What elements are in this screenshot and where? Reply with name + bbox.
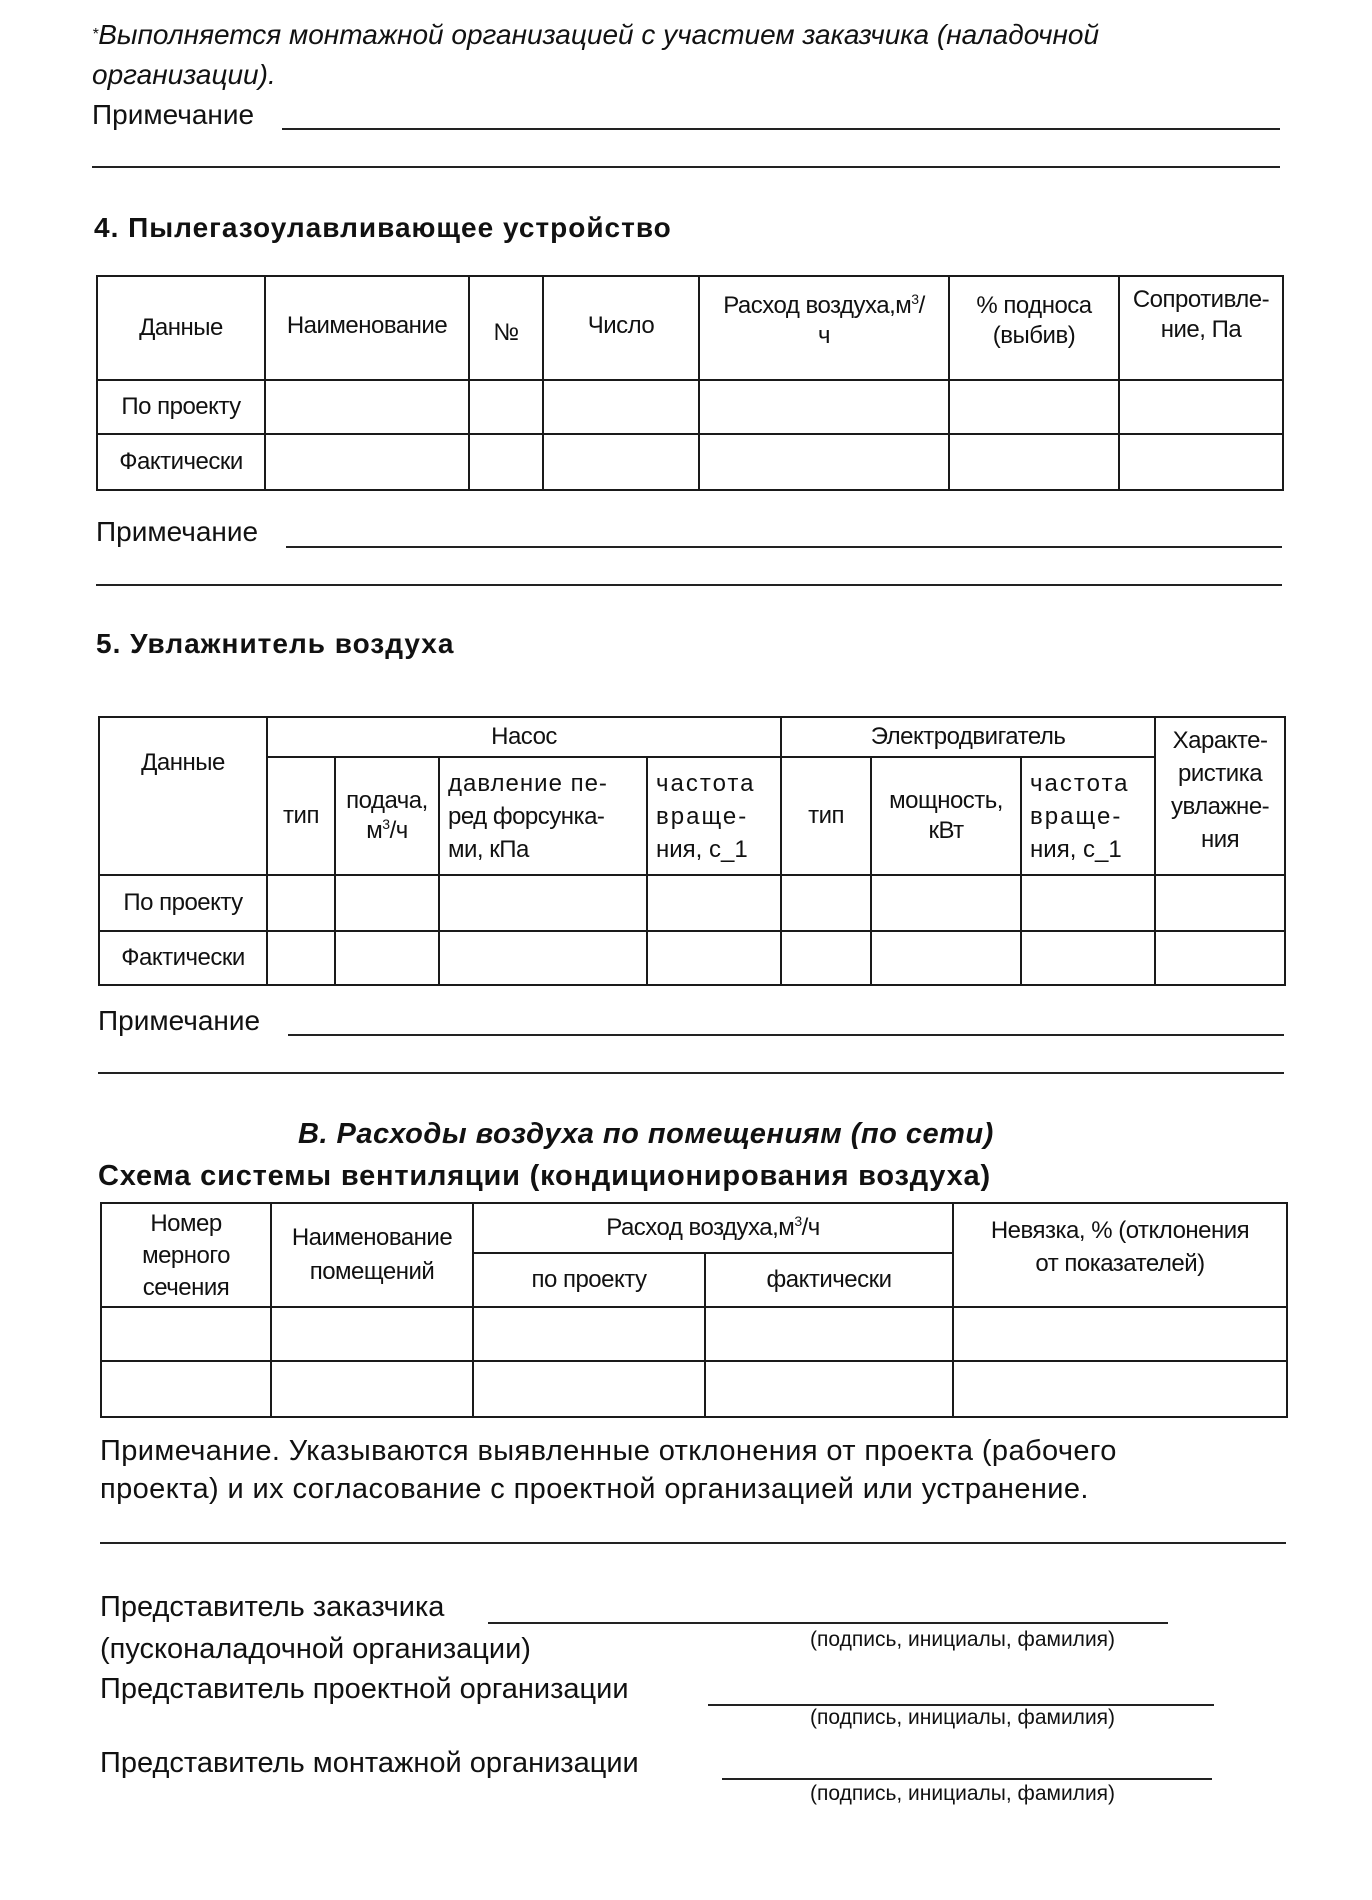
footnote-line-1: *Выполняется монтажной организацией с участием заказчика (наладочной <box>92 19 1100 50</box>
table-row <box>97 380 1283 434</box>
table-cell[interactable] <box>1155 931 1285 985</box>
table-cell[interactable] <box>473 1307 705 1361</box>
footnote-line-2: организации). <box>92 59 276 90</box>
header-group-pump: Насос <box>267 717 781 757</box>
table-row <box>99 931 1285 985</box>
table-cell[interactable] <box>335 931 439 985</box>
table-cell[interactable] <box>699 380 949 434</box>
table-cell[interactable] <box>949 434 1119 490</box>
table-cell[interactable] <box>473 1361 705 1417</box>
dust-collector-table <box>96 275 1284 491</box>
table-cell[interactable] <box>699 434 949 490</box>
note-line-section-4-1[interactable] <box>286 546 1282 548</box>
note-line-intro-2[interactable] <box>92 166 1280 168</box>
table-cell[interactable] <box>439 931 647 985</box>
table-cell[interactable] <box>469 434 543 490</box>
table-cell[interactable] <box>647 875 781 931</box>
header-motor-type: тип <box>781 757 871 875</box>
footnote-mark: * <box>92 26 99 43</box>
table-cell[interactable] <box>871 875 1021 931</box>
note-line-intro-1[interactable] <box>282 128 1280 130</box>
table-cell[interactable] <box>267 931 335 985</box>
table-cell[interactable] <box>1021 875 1155 931</box>
install-org-signature-caption: (подпись, инициалы, фамилия) <box>810 1782 1116 1805</box>
row-label-actual: Фактически <box>99 931 267 985</box>
header-pump-flow: подача, $м^3/ч$ <box>335 757 439 875</box>
note-line-section-5-1[interactable] <box>288 1034 1284 1036</box>
header-deviation: Невязка, % (отклонения от показателей) <box>953 1203 1287 1307</box>
design-org-signature-caption: (подпись, инициалы, фамилия) <box>810 1706 1116 1729</box>
table-cell[interactable] <box>439 875 647 931</box>
table-cell[interactable] <box>1155 875 1285 931</box>
row-label-design: По проекту <box>97 380 265 434</box>
table-cell[interactable] <box>271 1307 473 1361</box>
design-org-rep-label: Представитель проектной организации <box>100 1673 629 1705</box>
room-airflow-table <box>100 1202 1288 1418</box>
table-cell[interactable] <box>1119 434 1283 490</box>
humidifier-table <box>98 716 1286 986</box>
table-cell[interactable] <box>265 380 469 434</box>
table-cell[interactable] <box>101 1361 271 1417</box>
header-section-number: Номер мерного сечения <box>101 1203 271 1307</box>
table-row <box>99 875 1285 931</box>
header-carryover: % подноса (выбив) <box>949 276 1119 380</box>
header-actual: фактически <box>705 1253 953 1307</box>
header-humidification: Характе- ристика увлажне- ния <box>1155 717 1285 875</box>
table-cell[interactable] <box>949 380 1119 434</box>
table-cell[interactable] <box>1119 380 1283 434</box>
install-org-rep-label: Представитель монтажной организации <box>100 1747 639 1779</box>
header-pump-pressure: давление пе- ред форсунка- ми, кПа <box>439 757 647 875</box>
note-label-section-5: Примечание <box>98 1005 261 1036</box>
header-name: Наименование <box>265 276 469 380</box>
section-b-note-line-1: Примечание. Указываются выявленные отклонения от проекта (рабочего <box>100 1435 1117 1467</box>
table-cell[interactable] <box>781 875 871 931</box>
table-cell[interactable] <box>543 380 699 434</box>
header-design: по проекту <box>473 1253 705 1307</box>
header-group-motor: Электродвигатель <box>781 717 1155 757</box>
row-label-actual: Фактически <box>97 434 265 490</box>
table-cell[interactable] <box>271 1361 473 1417</box>
table-cell[interactable] <box>469 380 543 434</box>
header-pump-frequency: частота враще- ния, с_1 <box>647 757 781 875</box>
header-number: № <box>469 276 543 380</box>
table-cell[interactable] <box>871 931 1021 985</box>
header-air-flow: Расход $воздуха,м^3/$ ч <box>699 276 949 380</box>
note-line-section-5-2[interactable] <box>98 1072 1284 1074</box>
note-label-intro: Примечание <box>92 99 255 130</box>
header-data: Данные <box>97 276 265 380</box>
section-b-note-line-2: проекта) и их согласование с проектной организацией или устранение. <box>100 1473 1089 1505</box>
table-row <box>97 434 1283 490</box>
table-cell[interactable] <box>543 434 699 490</box>
header-data: Данные <box>99 717 267 875</box>
header-group-air-flow: Расход $воздуха,м^3/ч$ <box>473 1203 953 1253</box>
row-label-design: По проекту <box>99 875 267 931</box>
customer-signature-line[interactable] <box>488 1622 1168 1624</box>
section-4-title: 4. Пылегазоулавливающее устройство <box>94 212 672 243</box>
note-line-section-4-2[interactable] <box>96 584 1282 586</box>
table-cell[interactable] <box>647 931 781 985</box>
table-cell[interactable] <box>705 1361 953 1417</box>
header-room-name: Наименование помещений <box>271 1203 473 1307</box>
header-resistance: Сопротивле- ние, Па <box>1119 276 1283 380</box>
section-b-note-line[interactable] <box>100 1542 1286 1544</box>
table-cell[interactable] <box>953 1307 1287 1361</box>
header-motor-power: мощность, кВт <box>871 757 1021 875</box>
customer-rep-label: Представитель заказчика <box>100 1591 445 1623</box>
section-5-title: 5. Увлажнитель воздуха <box>96 628 455 659</box>
table-cell[interactable] <box>267 875 335 931</box>
table-row <box>101 1361 1287 1417</box>
install-org-signature-line[interactable] <box>722 1778 1212 1780</box>
table-row <box>101 1307 1287 1361</box>
table-cell[interactable] <box>1021 931 1155 985</box>
header-count: Число <box>543 276 699 380</box>
section-b-subtitle: Схема системы вентиляции (кондиционирования воздуха) <box>98 1160 991 1192</box>
table-cell[interactable] <box>781 931 871 985</box>
customer-signature-caption: (подпись, инициалы, фамилия) <box>810 1628 1116 1651</box>
table-cell[interactable] <box>705 1307 953 1361</box>
header-motor-frequency: частота враще- ния, с_1 <box>1021 757 1155 875</box>
note-label-section-4: Примечание <box>96 516 259 547</box>
table-cell[interactable] <box>953 1361 1287 1417</box>
customer-rep-label-2: (пусконаладочной организации) <box>100 1633 531 1665</box>
table-cell[interactable] <box>101 1307 271 1361</box>
section-b-title: В. Расходы воздуха по помещениям (по сети) <box>298 1118 994 1150</box>
table-cell[interactable] <box>265 434 469 490</box>
table-cell[interactable] <box>335 875 439 931</box>
header-pump-type: тип <box>267 757 335 875</box>
